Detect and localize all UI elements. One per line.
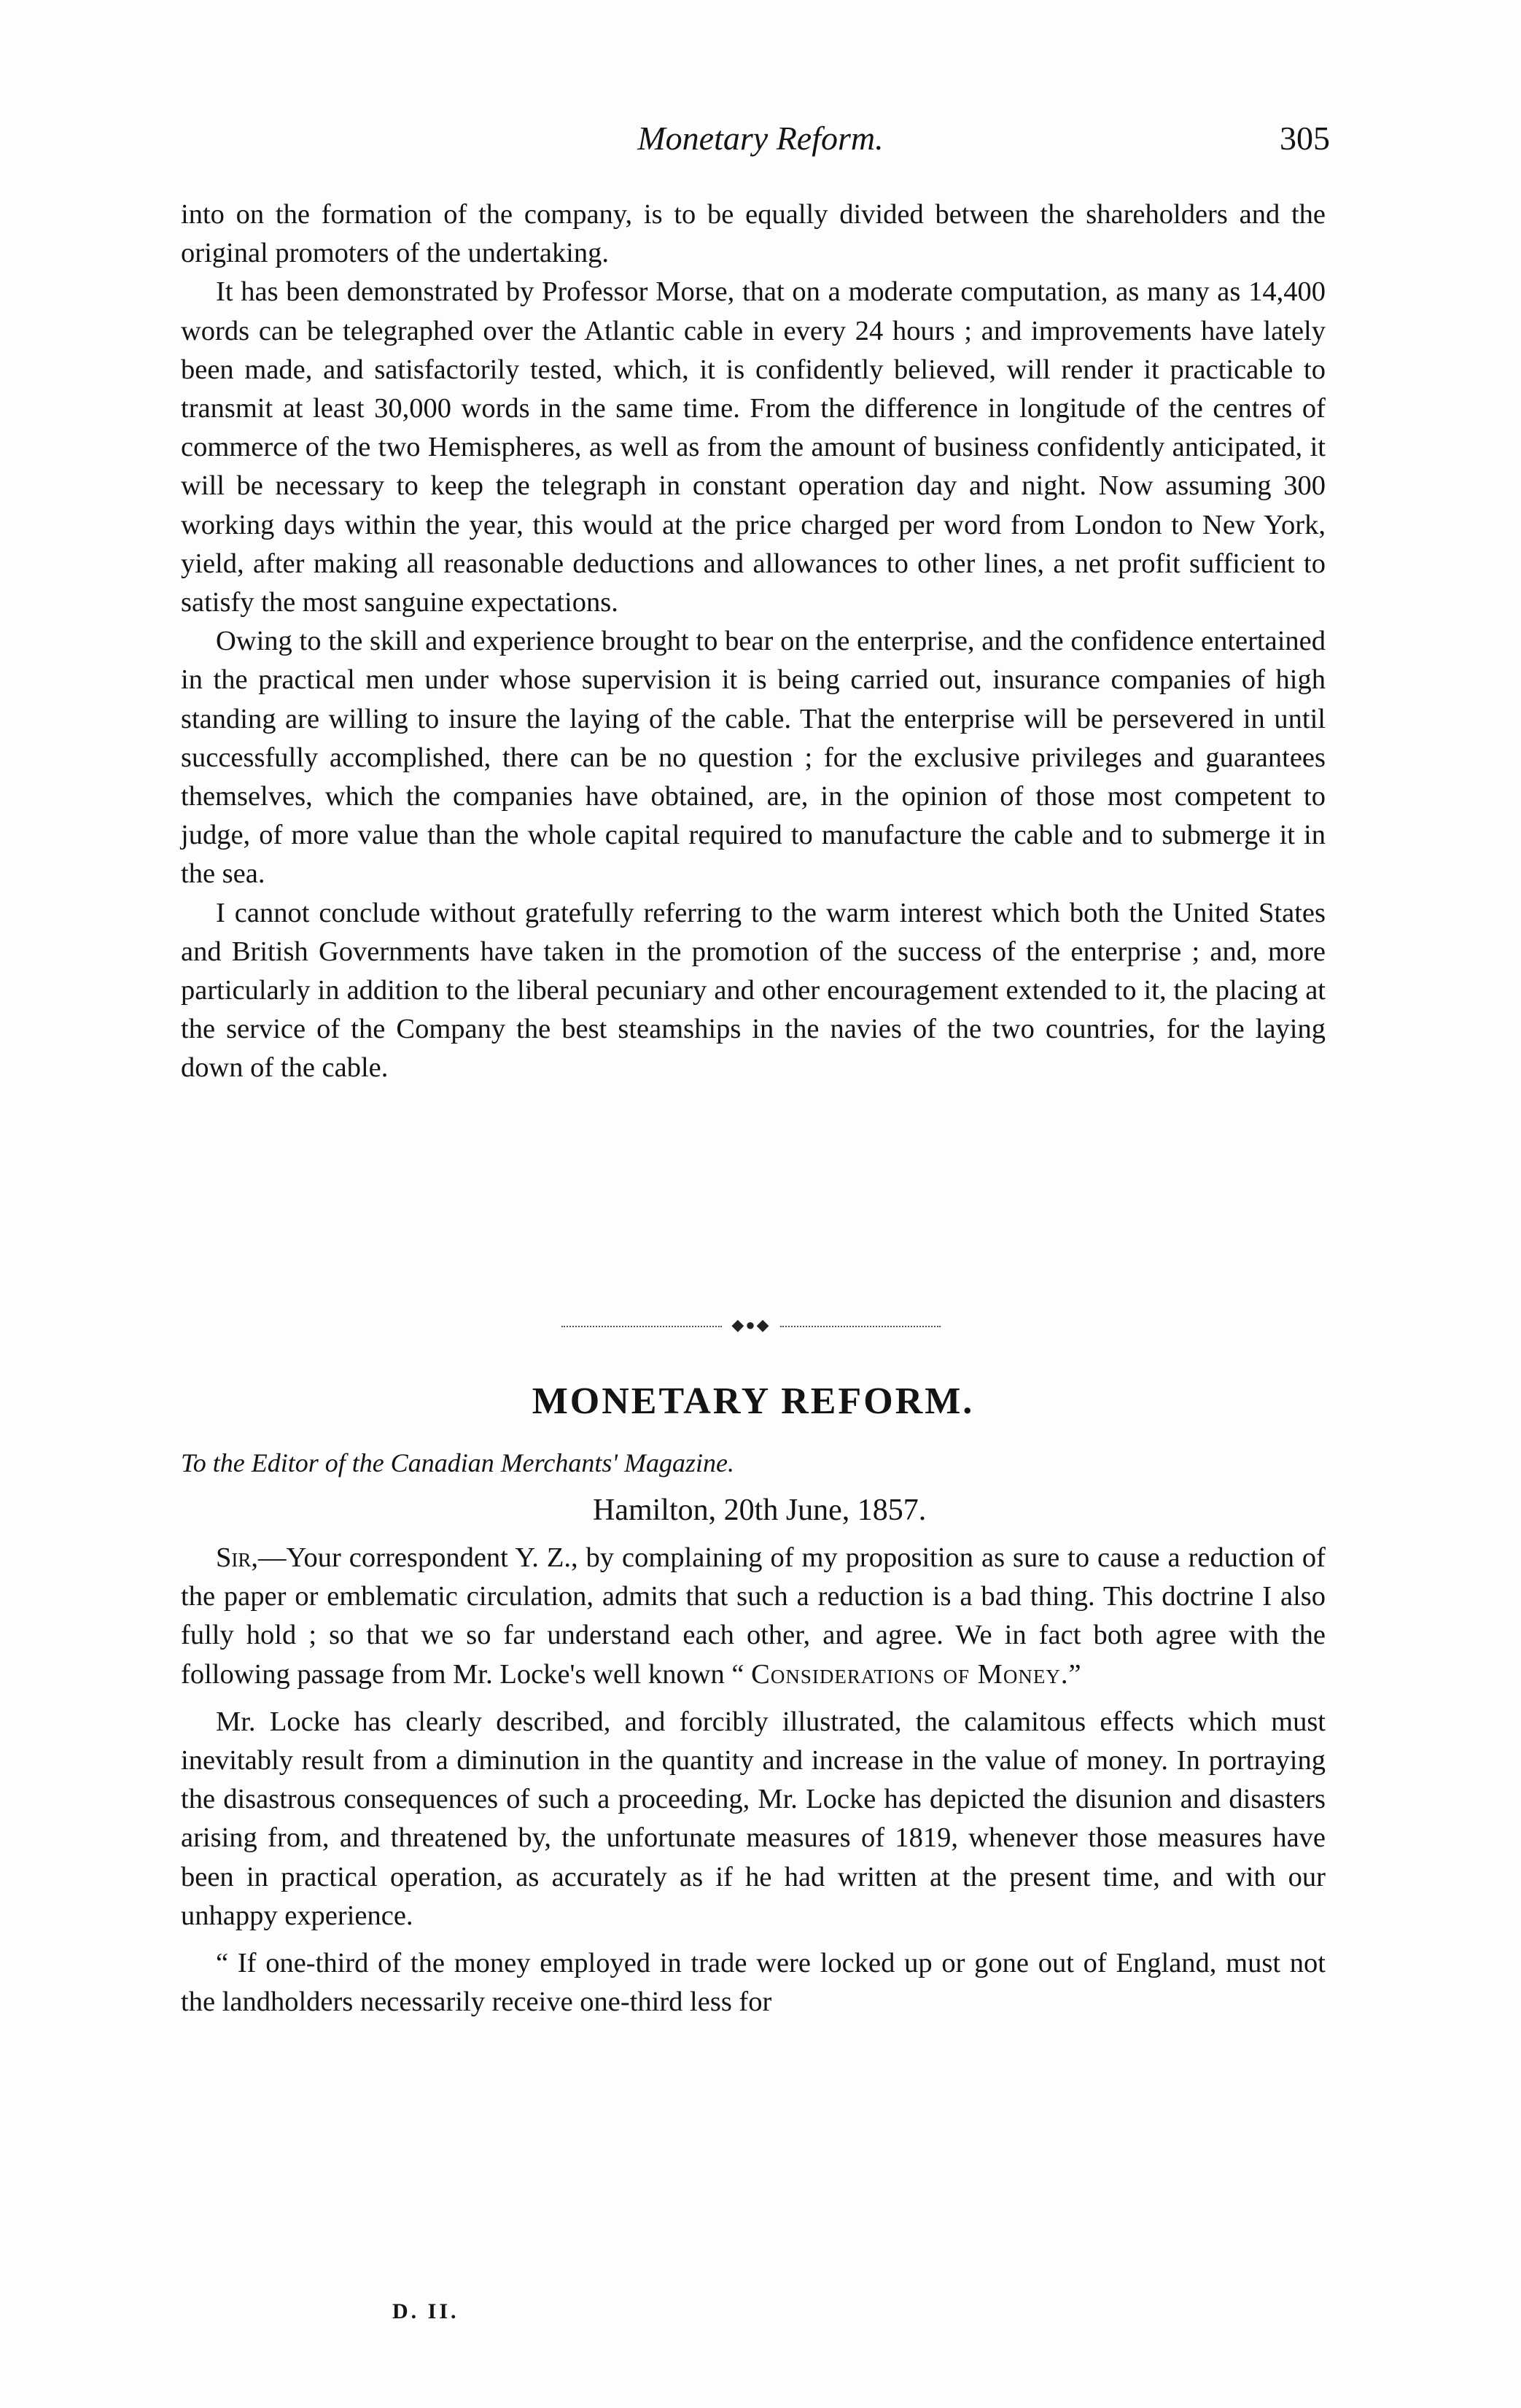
running-head <box>0 117 1521 160</box>
letter-paragraph: “ If one-third of the money employed in trade were locked up or gone out of England, must not the landholders necessarily receive one-third less for <box>181 1948 1326 2018</box>
letter-paragraph: Mr. Locke has clearly described, and forcibly illustrated, the calamitous effects which must inevitably result from a diminution in the quantity and increase in the value of money. In portraying the disastrous consequences of such a proceeding, Mr. Locke has depicted the disunion and disasters arising from, and threatened by, the unfortunate measures of 1819, whenever those measures have been in practical operation, as accurately as if he had written at the present time, and with our unhappy experience. <box>181 1706 1326 1931</box>
continued-article <box>181 195 1326 1088</box>
running-title: Monetary Reform. <box>637 120 884 157</box>
closing-quote: ” <box>1068 1658 1081 1690</box>
section-divider <box>561 1318 941 1333</box>
monetary-reform-article <box>181 1377 1326 2021</box>
letter-paragraph <box>181 1539 1326 1694</box>
quoted-title: Considerations of Money. <box>751 1658 1069 1690</box>
paragraph: into on the formation of the company, is to be equally divided between the shareholders and the original promoters of the undertaking. <box>181 199 1326 269</box>
divider-rule-right <box>780 1326 941 1327</box>
divider-rule-left <box>561 1326 722 1327</box>
paragraph: It has been demonstrated by Professor Morse, that on a moderate computation, as many as 14,400 words can be telegraphed over the Atlantic cable in every 24 hours ; and improvements have lately been made, and satisfactorily tested, which, it is confidently believed, will render it practicable to transmit at least 30,000 words in the same time. From the difference in longitude of the centres of commerce of the two Hemispheres, as well as from the amount of business confidently anticipated, it will be necessary to keep the telegraph in constant operation day and night. Now assuming 300 working days within the year, this would at the price charged per word from London to New York, yield, after making all reasonable deductions and allowances to other lines, a net profit sufficient to satisfy the most sanguine expectations. <box>181 276 1326 618</box>
letter-text: —Your correspondent Y. Z., by complaining of my proposition as sure to cause a reduction of the paper or emblematic circulation, admits that such a reduction is a bad thing. This doctrine I also fully hold ; so that we so far understand each other, and agree. We in fact both agree with the following passage from Mr. Locke's well known “ <box>181 1542 1326 1690</box>
dateline: Hamilton, 20th June, 1857. <box>593 1494 927 1527</box>
salutation: Sir, <box>216 1542 259 1573</box>
paragraph: I cannot conclude without gratefully referring to the warm interest which both the United States and British Governments have taken in the promotion of the success of the enterprise ; and, more particularly in addition to the liberal pecuniary and other encouragement extended to it, the placing at the service of the Company the best steamships in the navies of the two countries, for the laying down of the cable. <box>181 897 1326 1084</box>
article-title: MONETARY REFORM. <box>532 1380 975 1422</box>
page-number: 305 <box>1280 120 1330 157</box>
addressee: To the Editor of the Canadian Merchants' Magazine. <box>181 1448 735 1477</box>
paragraph: Owing to the skill and experience brought to bear on the enterprise, and the confidence entertained in the practical men under whose supervision it is being carried out, insurance companies of high standing are willing to insure the laying of the cable. That the enterprise will be persevered in until successfully accomplished, there can be no question ; for the exclusive privileges and guarantees themselves, which the companies have obtained, are, in the opinion of those most competent to judge, of more value than the whole capital required to manufacture the cable and to submerge it in the sea. <box>181 626 1326 890</box>
divider-ornament-icon: ◆●◆ <box>731 1316 771 1334</box>
signature-mark: D. II. <box>392 2299 459 2323</box>
